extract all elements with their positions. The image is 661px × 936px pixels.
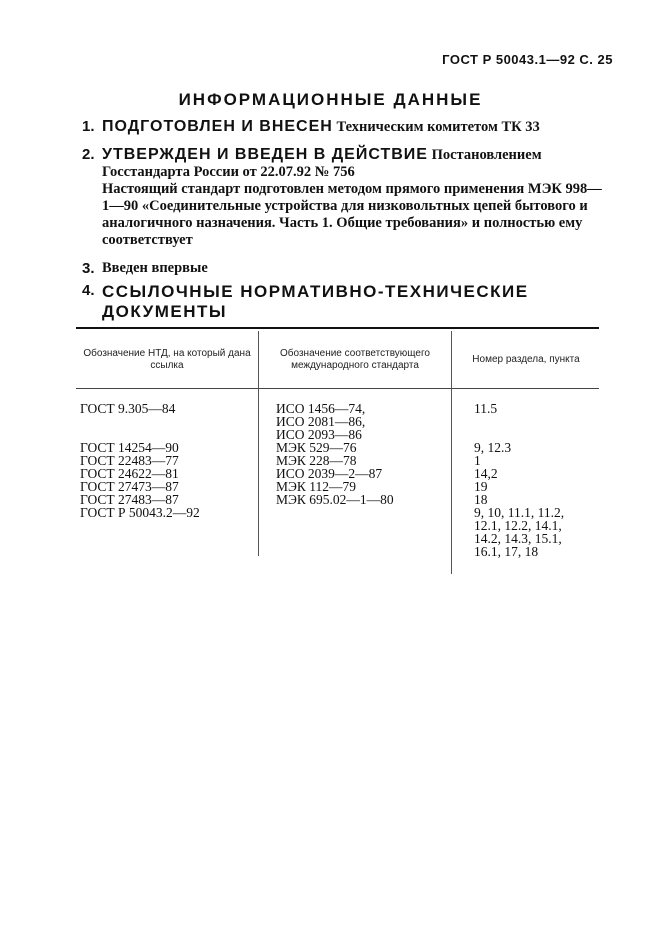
table-cell: ГОСТ 22483—77 bbox=[80, 453, 179, 468]
table-top-rule bbox=[76, 327, 599, 329]
table-cell bbox=[80, 415, 256, 428]
table-cell: ИСО 1456—74, bbox=[276, 401, 366, 416]
item-text: Постановлением Госстандарта России от 22.07.92 № 756 bbox=[102, 147, 542, 180]
table-cell bbox=[474, 415, 600, 428]
item-text: Введен впервые bbox=[102, 260, 208, 276]
table-cell: ИСО 2039—2—87 bbox=[276, 466, 383, 481]
table-cell: 16.1, 17, 18 bbox=[474, 544, 539, 559]
table-cell: МЭК 529—76 bbox=[276, 440, 357, 455]
table-cell: 12.1, 12.2, 14.1, bbox=[474, 518, 562, 533]
table-column-section bbox=[474, 402, 600, 558]
table-cell: МЭК 112—79 bbox=[276, 479, 357, 494]
table-column-divider bbox=[451, 331, 452, 574]
info-item-1 bbox=[82, 118, 602, 136]
table-header-rule bbox=[76, 388, 599, 389]
table-cell: 1 bbox=[474, 453, 481, 468]
item-number: 2. bbox=[82, 146, 95, 163]
item-number: 4. bbox=[82, 282, 95, 299]
info-item-3 bbox=[82, 260, 602, 277]
table-column-ntd bbox=[80, 402, 256, 519]
table-cell: 18 bbox=[474, 492, 488, 507]
table-cell: ИСО 2081—86, bbox=[276, 414, 366, 429]
item-number: 3. bbox=[82, 260, 95, 277]
table-header-section: Номер раздела, пункта bbox=[472, 354, 580, 365]
table-cell: 14.2, 14.3, 15.1, bbox=[474, 531, 562, 546]
table-cell: ГОСТ 27473—87 bbox=[80, 479, 179, 494]
info-item-4 bbox=[82, 282, 602, 322]
table-cell: ГОСТ Р 50043.2—92 bbox=[80, 505, 200, 520]
table-cell: МЭК 228—78 bbox=[276, 453, 357, 468]
item-number: 1. bbox=[82, 118, 95, 135]
table-header-ntd: Обозначение НТД, на который дана ссылка bbox=[83, 348, 251, 371]
item-paragraph: Настоящий стандарт подготовлен методом прямого применения МЭК 998—1—90 «Соединительные устройства для низковольтных цепей бытового и аналогичного назначения. Часть 1. Общие требования» и полностью ему соответствует bbox=[102, 181, 602, 248]
item-heading: ССЫЛОЧНЫЕ НОРМАТИВНО-ТЕХНИЧЕСКИЕ ДОКУМЕНТЫ bbox=[102, 282, 529, 321]
table-header-intl-standard: Обозначение соответствующего международного стандарта bbox=[280, 348, 430, 371]
table-column-divider bbox=[258, 331, 259, 556]
table-cell: 14,2 bbox=[474, 466, 498, 481]
table-cell: 9, 12.3 bbox=[474, 440, 512, 455]
table-column-intl-standard bbox=[276, 402, 448, 506]
item-heading: УТВЕРЖДЕН И ВВЕДЕН В ДЕЙСТВИЕ bbox=[102, 146, 428, 163]
table-cell: ГОСТ 9.305—84 bbox=[80, 401, 176, 416]
table-cell: 19 bbox=[474, 479, 488, 494]
info-item-2 bbox=[82, 146, 602, 249]
running-header: ГОСТ Р 50043.1—92 С. 25 bbox=[442, 52, 613, 67]
page-title: ИНФОРМАЦИОННЫЕ ДАННЫЕ bbox=[178, 90, 483, 109]
table-cell: 11.5 bbox=[474, 401, 498, 416]
table-cell: ГОСТ 14254—90 bbox=[80, 440, 179, 455]
table-cell: МЭК 695.02—1—80 bbox=[276, 492, 394, 507]
table-cell: ГОСТ 24622—81 bbox=[80, 466, 179, 481]
table-cell: ГОСТ 27483—87 bbox=[80, 492, 179, 507]
table-cell: ИСО 2093—86 bbox=[276, 427, 362, 442]
table-cell: 9, 10, 11.1, 11.2, bbox=[474, 505, 565, 520]
item-heading: ПОДГОТОВЛЕН И ВНЕСЕН bbox=[102, 118, 333, 135]
item-text: Техническим комитетом ТК 33 bbox=[336, 119, 540, 135]
